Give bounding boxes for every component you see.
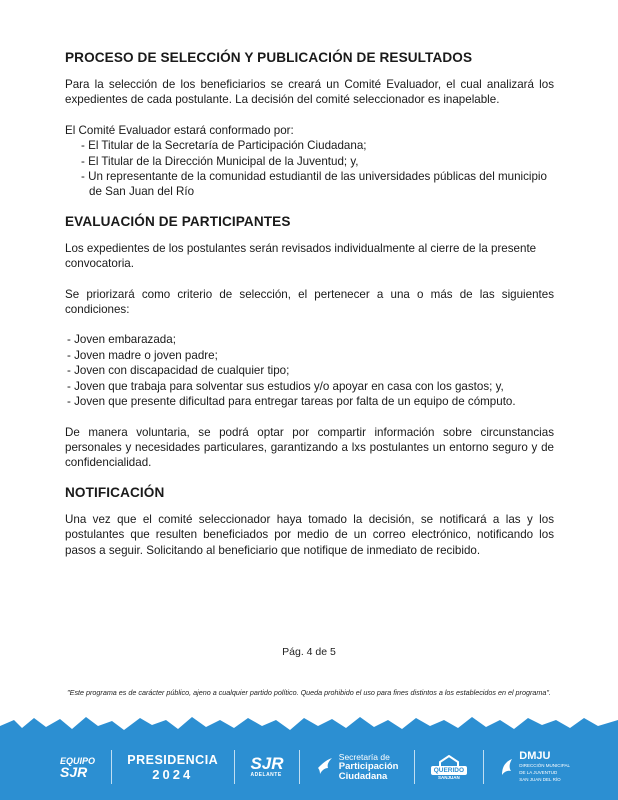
- equipo-logo-sjr: SJR: [60, 764, 88, 780]
- dmju-logo-subtext-3: SAN JUAN DEL RÍO: [519, 777, 561, 782]
- secretaria-text-1: Secretaría de: [338, 752, 390, 762]
- dmju-emblem-icon: [499, 757, 515, 777]
- list-item: - El Titular de la Secretaría de Participación Ciudadana;: [81, 139, 367, 153]
- dmju-logo-subtext-2: DE LA JUVENTUD: [519, 770, 558, 775]
- paragraph-conformado: El Comité Evaluador estará conformado por:: [65, 123, 294, 137]
- presidencia-logo: [127, 753, 218, 782]
- presidencia-logo-text: PRESIDENCIA: [127, 752, 219, 767]
- equipo-logo-text: EQUIPO: [60, 756, 96, 766]
- section-heading-evaluacion: EVALUACIÓN DE PARTICIPANTES: [65, 213, 291, 229]
- querido-logo-subtext: SANJUAN: [437, 774, 460, 780]
- page-number: Pág. 4 de 5: [282, 646, 336, 658]
- list-item: - Joven embarazada;: [67, 333, 176, 347]
- footer-logos: [0, 742, 618, 792]
- secretaria-logo: [316, 752, 399, 782]
- conditions-list: [65, 332, 554, 409]
- querido-sanjuan-logo: [431, 755, 467, 780]
- sjr-adelante-logo: [250, 756, 283, 778]
- list-item: - Joven madre o joven padre;: [67, 348, 218, 362]
- section-heading-notificacion: NOTIFICACIÓN: [65, 484, 165, 500]
- paragraph-voluntaria: De manera voluntaria, se podrá optar por compartir información sobre circunstancias personales y necesidades particulares, garantizando a lxs postulantes un entorno seguro y de confidencialidad.: [65, 425, 554, 470]
- list-item: - Un representante de la comunidad estudiantil de las universidades públicas del municipio de San Juan del Río: [81, 170, 547, 199]
- paragraph-notificacion: Una vez que el comité seleccionador haya tomado la decisión, se notificará a las y los postulantes que resulten beneficiados por medio de un correo electrónico, notificando los pasos a seguir. Solicitando al beneficiario que notifique de inmediato de recibido.: [65, 512, 554, 557]
- logo-divider: [483, 750, 484, 784]
- sjr-logo-subtext: ADELANTE: [250, 772, 282, 778]
- equipo-sjr-logo: [60, 756, 95, 778]
- logo-divider: [234, 750, 235, 784]
- section-heading-seleccion: PROCESO DE SELECCIÓN Y PUBLICACIÓN DE RESULTADOS: [65, 50, 473, 65]
- list-item: - Joven que presente dificultad para entregar tareas por falta de un equipo de cómputo.: [67, 395, 516, 409]
- dmju-logo: [499, 751, 570, 783]
- sjr-logo-text: SJR: [250, 754, 284, 773]
- paragraph-criterio: Se priorizará como criterio de selección, el pertenecer a una o más de las siguientes condiciones:: [65, 287, 554, 317]
- presidencia-logo-year: 2024: [152, 766, 194, 782]
- disclaimer-text: "Este programa es de carácter público, ajeno a cualquier partido político. Queda prohibido el uso para fines distintos a los establecidos en el programa".: [67, 688, 551, 697]
- logo-divider: [414, 750, 415, 784]
- dove-icon: [316, 756, 334, 778]
- committee-members-list: [65, 138, 554, 200]
- dmju-logo-text: DMJU: [519, 750, 551, 762]
- secretaria-text-3: Ciudadana: [338, 771, 388, 782]
- logo-divider: [299, 750, 300, 784]
- secretaria-text-2: Participación: [338, 761, 399, 772]
- paragraph-expedientes: Los expedientes de los postulantes serán revisados individualmente al cierre de la presente convocatoria.: [65, 241, 537, 271]
- querido-logo-text: QUERIDO: [431, 766, 467, 775]
- dmju-logo-subtext-1: DIRECCIÓN MUNICIPAL: [519, 763, 570, 768]
- document-body: [65, 50, 554, 558]
- list-item: - El Titular de la Dirección Municipal de la Juventud; y,: [81, 154, 359, 168]
- logo-divider: [111, 750, 112, 784]
- paragraph-comite: Para la selección de los beneficiarios se creará un Comité Evaluador, el cual analizará los expedientes de cada postulante. La decisión del comité seleccionador es inapelable.: [65, 78, 554, 107]
- list-item: - Joven que trabaja para solventar sus estudios y/o apoyar en casa con los gastos; y,: [67, 379, 504, 393]
- list-item: - Joven con discapacidad de cualquier tipo;: [67, 364, 290, 378]
